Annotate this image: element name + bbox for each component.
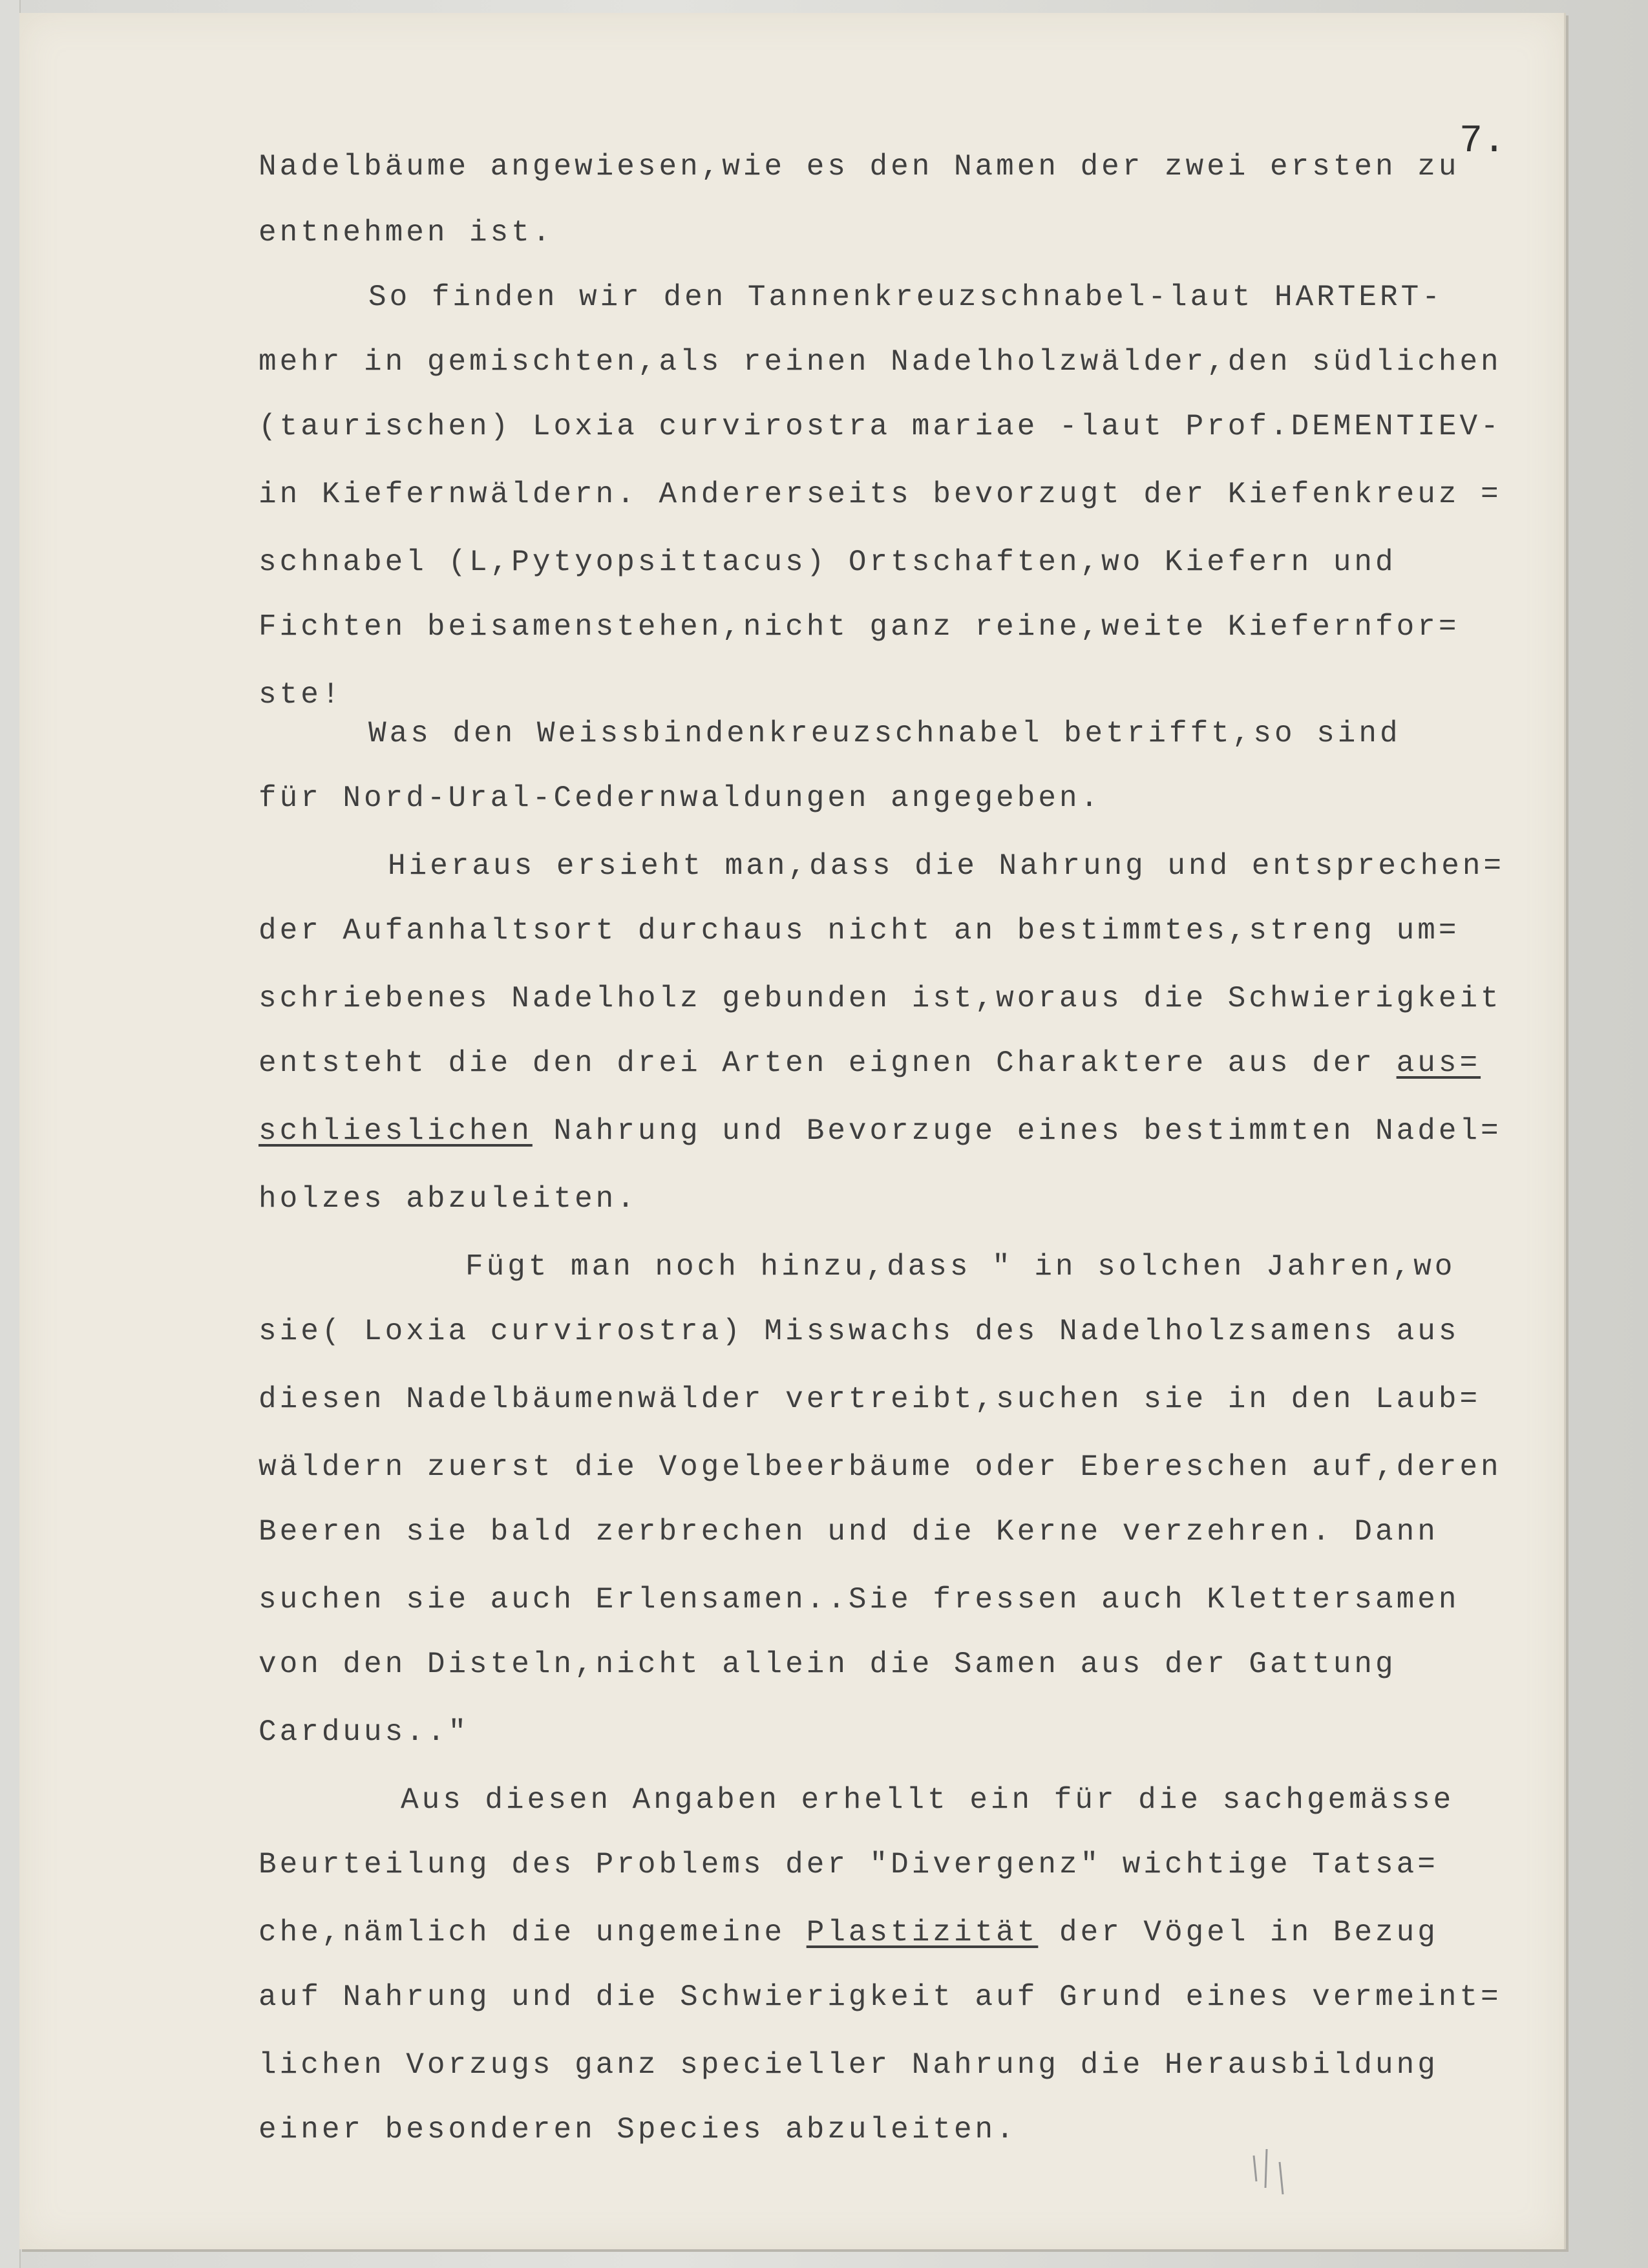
text-line: Hieraus ersieht man,dass die Nahrung und entsprechen= — [388, 849, 1505, 883]
text-line: von den Disteln,nicht allein die Samen aus der Gattung — [259, 1648, 1397, 1681]
text-line: schriebenes Nadelholz gebunden ist,woraus die Schwierigkeit — [259, 982, 1502, 1015]
text-line: entnehmen ist. — [259, 216, 554, 249]
text-line: diesen Nadelbäumenwälder vertreibt,suchen sie in den Laub= — [259, 1383, 1481, 1416]
page-number: 7. — [1459, 120, 1506, 164]
text-line: Fügt man noch hinzu,dass " in solchen Jahren,wo — [465, 1250, 1456, 1284]
text-line: schlieslichen Nahrung und Bevorzuge eines bestimmten Nadel= — [259, 1114, 1502, 1148]
pencil-marks — [1234, 2143, 1312, 2201]
underlined-word: aus= — [1396, 1046, 1481, 1080]
underlined-word: schlieslichen — [259, 1114, 533, 1148]
text-line: mehr in gemischten,als reinen Nadelholzwälder,den südlichen — [259, 345, 1502, 379]
text-line: Carduus.." — [259, 1715, 470, 1749]
text-line: suchen sie auch Erlensamen..Sie fressen auch Klettersamen — [259, 1583, 1460, 1616]
text-line: lichen Vorzugs ganz specieller Nahrung die Herausbildung — [259, 2048, 1439, 2082]
scanner-edge — [0, 0, 21, 2268]
text-line: in Kiefernwäldern. Andererseits bevorzugt der Kiefenkreuz = — [259, 478, 1502, 511]
text-line: Beurteilung des Problems der "Divergenz" wichtige Tatsa= — [259, 1848, 1439, 1881]
text-line: entsteht die den drei Arten eignen Charaktere aus der aus= — [259, 1046, 1481, 1080]
text-line: ste! — [259, 678, 343, 712]
text-line: wäldern zuerst die Vogelbeerbäume oder Ebereschen auf,deren — [259, 1450, 1502, 1484]
text-line: für Nord-Ural-Cedernwaldungen angegeben. — [259, 781, 1102, 815]
text-line: der Aufanhaltsort durchaus nicht an bestimmtes,streng um= — [259, 914, 1460, 948]
text-line: sie( Loxia curvirostra) Misswachs des Nadelholzsamens aus — [259, 1315, 1460, 1348]
text-line: Nadelbäume angewiesen,wie es den Namen der zwei ersten zu — [259, 150, 1460, 184]
text-line: einer besonderen Species abzuleiten. — [259, 2113, 1017, 2146]
text-line: holzes abzuleiten. — [259, 1182, 638, 1216]
text-line: Was den Weissbindenkreuzschnabel betrifft,so sind — [368, 717, 1401, 750]
text-line: Aus diesen Angaben erhellt ein für die sachgemässe — [401, 1783, 1455, 1817]
text-line: auf Nahrung und die Schwierigkeit auf Grund eines vermeint= — [259, 1980, 1502, 2014]
text-line: Fichten beisamenstehen,nicht ganz reine,weite Kiefernfor= — [259, 610, 1460, 644]
underlined-word: Plastizität — [806, 1916, 1039, 1949]
text-line: Beeren sie bald zerbrechen und die Kerne verzehren. Dann — [259, 1515, 1439, 1549]
text-line: (taurischen) Loxia curvirostra mariae -laut Prof.DEMENTIEV- — [259, 410, 1502, 443]
text-line: che,nämlich die ungemeine Plastizität der Vögel in Bezug — [259, 1916, 1439, 1949]
text-line: schnabel (L,Pytyopsittacus) Ortschaften,wo Kiefern und — [259, 546, 1397, 579]
text-line: So finden wir den Tannenkreuzschnabel-laut HARTERT- — [368, 281, 1443, 314]
